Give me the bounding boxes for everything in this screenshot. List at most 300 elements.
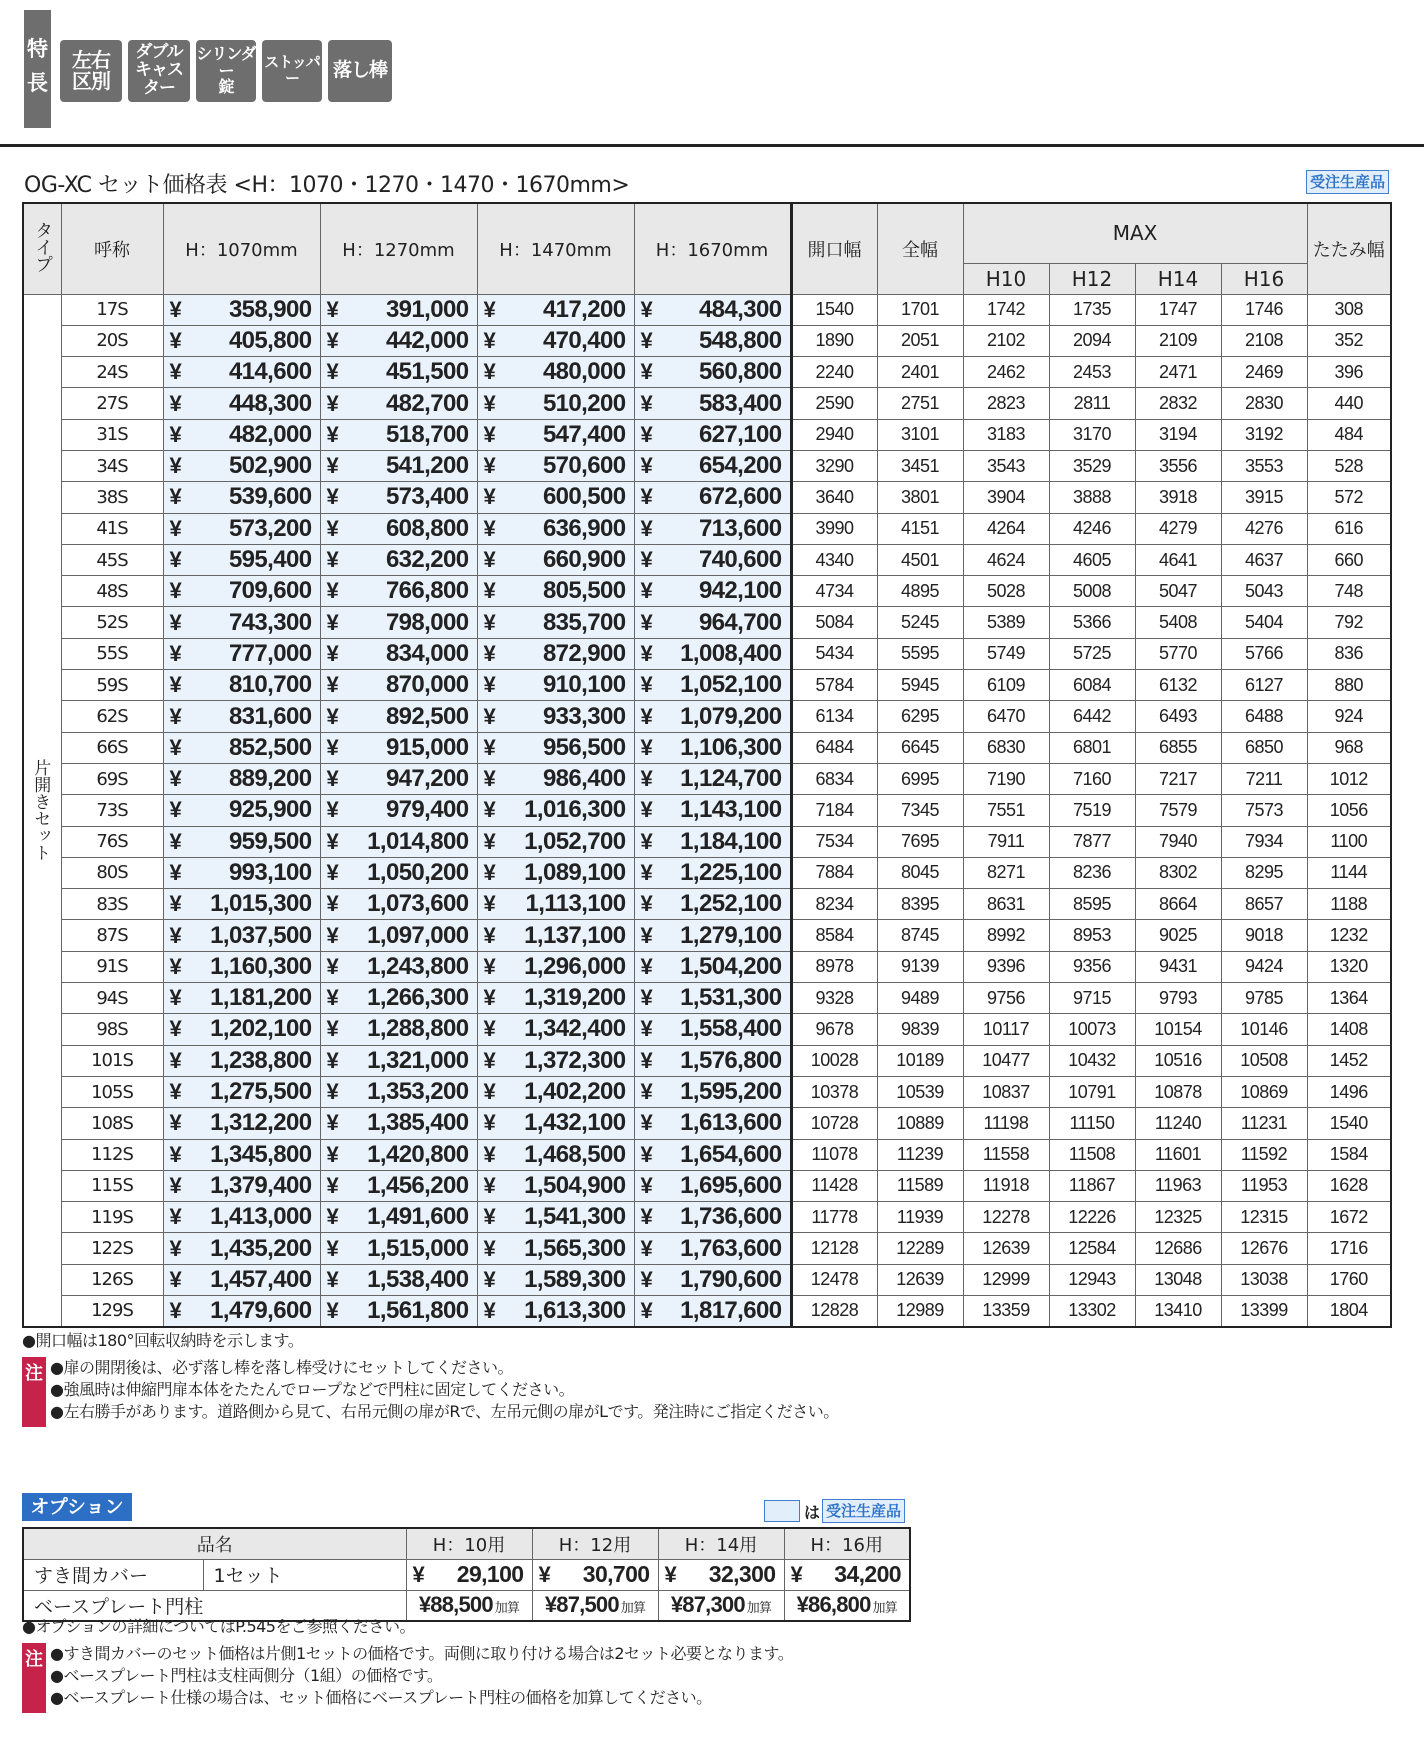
dimension-cell: 8978 [791, 951, 877, 982]
price-cell: ¥ 834,000 [320, 638, 477, 669]
price-cell: ¥ 1,124,700 [634, 763, 791, 794]
dimension-cell: 11198 [963, 1108, 1049, 1139]
option-price: ¥ 32,300 [658, 1559, 784, 1590]
price-cell: ¥ 810,700 [163, 670, 320, 701]
dimension-cell: 10728 [791, 1108, 877, 1139]
note-options-detail: ●オプションの詳細についてはP.545をご参照ください。 [22, 1617, 415, 1636]
dimension-cell: 6850 [1221, 732, 1307, 763]
option-price: ¥ 29,100 [406, 1559, 532, 1590]
price-cell: ¥ 1,695,600 [634, 1170, 791, 1201]
dimension-cell: 1364 [1307, 983, 1391, 1014]
table-row [23, 983, 1391, 1014]
price-cell: ¥ 870,000 [320, 670, 477, 701]
dimension-cell: 6084 [1049, 670, 1135, 701]
dimension-cell: 13302 [1049, 1296, 1135, 1327]
option-price: ¥ 87,300 加算 [658, 1590, 784, 1621]
note-mark: 注 [22, 1357, 46, 1427]
dimension-cell: 11589 [877, 1170, 963, 1201]
model-name: 91S [61, 951, 163, 982]
dimension-cell: 9678 [791, 1014, 877, 1045]
dimension-cell: 10189 [877, 1045, 963, 1076]
dimension-cell: 748 [1307, 576, 1391, 607]
dimension-cell: 3529 [1049, 450, 1135, 481]
model-name: 98S [61, 1014, 163, 1045]
price-cell: ¥ 798,000 [320, 607, 477, 638]
model-name: 126S [61, 1264, 163, 1295]
dimension-cell: 12989 [877, 1296, 963, 1327]
dimension-cell: 616 [1307, 513, 1391, 544]
price-cell: ¥ 672,600 [634, 482, 791, 513]
table-row [23, 1108, 1391, 1139]
dimension-cell: 3904 [963, 482, 1049, 513]
dimension-cell: 2471 [1135, 357, 1221, 388]
dimension-cell: 11939 [877, 1202, 963, 1233]
dimension-cell: 10028 [791, 1045, 877, 1076]
price-cell: ¥ 1,504,200 [634, 951, 791, 982]
price-cell: ¥ 915,000 [320, 732, 477, 763]
dimension-cell: 13359 [963, 1296, 1049, 1327]
model-name: 119S [61, 1202, 163, 1233]
price-cell: ¥ 1,184,100 [634, 826, 791, 857]
dimension-cell: 8234 [791, 889, 877, 920]
price-cell: ¥ 548,800 [634, 325, 791, 356]
model-name: 112S [61, 1139, 163, 1170]
table-row [23, 1045, 1391, 1076]
dimension-cell: 11240 [1135, 1108, 1221, 1139]
dimension-cell: 4605 [1049, 544, 1135, 575]
price-cell: ¥ 547,400 [477, 419, 634, 450]
price-cell: ¥ 405,800 [163, 325, 320, 356]
price-cell: ¥ 1,379,400 [163, 1170, 320, 1201]
dimension-cell: 6134 [791, 701, 877, 732]
price-cell: ¥ 709,600 [163, 576, 320, 607]
price-cell: ¥ 1,491,600 [320, 1202, 477, 1233]
dimension-cell: 11508 [1049, 1139, 1135, 1170]
dimension-cell: 968 [1307, 732, 1391, 763]
table-row [23, 638, 1391, 669]
model-name: 34S [61, 450, 163, 481]
dimension-cell: 11428 [791, 1170, 877, 1201]
dimension-cell: 5008 [1049, 576, 1135, 607]
dimension-cell: 1584 [1307, 1139, 1391, 1170]
price-cell: ¥ 777,000 [163, 638, 320, 669]
dimension-cell: 12478 [791, 1264, 877, 1295]
model-name: 80S [61, 857, 163, 888]
header-folded-width: たたみ幅 [1307, 203, 1391, 294]
dimension-cell: 4637 [1221, 544, 1307, 575]
dimension-cell: 5408 [1135, 607, 1221, 638]
table-row [23, 763, 1391, 794]
dimension-cell: 2830 [1221, 388, 1307, 419]
dimension-cell: 7573 [1221, 795, 1307, 826]
dimension-cell: 12639 [877, 1264, 963, 1295]
table-row [23, 1296, 1391, 1327]
dimension-cell: 5245 [877, 607, 963, 638]
price-cell: ¥ 1,288,800 [320, 1014, 477, 1045]
price-cell: ¥ 1,037,500 [163, 920, 320, 951]
dimension-cell: 3640 [791, 482, 877, 513]
price-cell: ¥ 608,800 [320, 513, 477, 544]
dimension-cell: 6484 [791, 732, 877, 763]
table-row [23, 1014, 1391, 1045]
model-name: 101S [61, 1045, 163, 1076]
price-cell: ¥ 925,900 [163, 795, 320, 826]
dimension-cell: 1701 [877, 294, 963, 325]
dimension-cell: 1188 [1307, 889, 1391, 920]
dimension-cell: 4246 [1049, 513, 1135, 544]
price-cell: ¥ 1,181,200 [163, 983, 320, 1014]
header-name: 呼称 [61, 203, 163, 294]
model-name: 41S [61, 513, 163, 544]
dimension-cell: 1496 [1307, 1076, 1391, 1107]
dimension-cell: 4641 [1135, 544, 1221, 575]
dimension-cell: 660 [1307, 544, 1391, 575]
dimension-cell: 572 [1307, 482, 1391, 513]
table-row [23, 607, 1391, 638]
price-cell: ¥ 1,576,800 [634, 1045, 791, 1076]
note-mark: 注 [22, 1643, 46, 1713]
dimension-cell: 1056 [1307, 795, 1391, 826]
price-cell: ¥ 583,400 [634, 388, 791, 419]
dimension-cell: 10117 [963, 1014, 1049, 1045]
note-item: ●すき間カバーのセット価格は片側1セットの価格です。両側に取り付ける場合は2セット必要となります。 [50, 1644, 794, 1663]
dimension-cell: 2453 [1049, 357, 1135, 388]
dimension-cell: 3918 [1135, 482, 1221, 513]
note-item: ●ベースプレート門柱は支柱両側分（1組）の価格です。 [50, 1666, 443, 1685]
dimension-cell: 5595 [877, 638, 963, 669]
table-row [23, 576, 1391, 607]
dimension-cell: 7695 [877, 826, 963, 857]
dimension-cell: 396 [1307, 357, 1391, 388]
price-cell: ¥ 1,372,300 [477, 1045, 634, 1076]
price-cell: ¥ 805,500 [477, 576, 634, 607]
dimension-cell: 11239 [877, 1139, 963, 1170]
feature-stopper: ストッパー [262, 40, 322, 102]
dimension-cell: 7877 [1049, 826, 1135, 857]
dimension-cell: 11963 [1135, 1170, 1221, 1201]
price-cell: ¥ 1,073,600 [320, 889, 477, 920]
price-cell: ¥ 484,300 [634, 294, 791, 325]
dimension-cell: 1320 [1307, 951, 1391, 982]
dimension-cell: 13399 [1221, 1296, 1307, 1327]
dimension-cell: 8953 [1049, 920, 1135, 951]
dimension-cell: 9756 [963, 983, 1049, 1014]
legend-swatch [764, 1500, 800, 1522]
dimension-cell: 7534 [791, 826, 877, 857]
model-name: 38S [61, 482, 163, 513]
price-cell: ¥ 570,600 [477, 450, 634, 481]
note-item: ●扉の開閉後は、必ず落し棒を落し棒受けにセットしてください。 [50, 1358, 513, 1377]
table-row [23, 1202, 1391, 1233]
dimension-cell: 10791 [1049, 1076, 1135, 1107]
dimension-cell: 308 [1307, 294, 1391, 325]
dimension-cell: 1452 [1307, 1045, 1391, 1076]
dimension-cell: 3451 [877, 450, 963, 481]
header-h1470: H：1470mm [477, 203, 634, 294]
dimension-cell: 12943 [1049, 1264, 1135, 1295]
dimension-cell: 9839 [877, 1014, 963, 1045]
dimension-cell: 6834 [791, 763, 877, 794]
dimension-cell: 10869 [1221, 1076, 1307, 1107]
price-cell: ¥ 442,000 [320, 325, 477, 356]
dimension-cell: 11601 [1135, 1139, 1221, 1170]
dimension-cell: 9431 [1135, 951, 1221, 982]
model-name: 59S [61, 670, 163, 701]
table-row [23, 1139, 1391, 1170]
dimension-cell: 12315 [1221, 1202, 1307, 1233]
price-cell: ¥ 713,600 [634, 513, 791, 544]
table-row [23, 482, 1391, 513]
dimension-cell: 3194 [1135, 419, 1221, 450]
price-cell: ¥ 959,500 [163, 826, 320, 857]
price-cell: ¥ 1,312,200 [163, 1108, 320, 1139]
dimension-cell: 440 [1307, 388, 1391, 419]
header-h1070: H：1070mm [163, 203, 320, 294]
price-cell: ¥ 451,500 [320, 357, 477, 388]
model-name: 45S [61, 544, 163, 575]
price-cell: ¥ 1,420,800 [320, 1139, 477, 1170]
price-cell: ¥ 942,100 [634, 576, 791, 607]
dimension-cell: 3915 [1221, 482, 1307, 513]
price-cell: ¥ 1,345,800 [163, 1139, 320, 1170]
price-cell: ¥ 889,200 [163, 763, 320, 794]
price-cell: ¥ 979,400 [320, 795, 477, 826]
dimension-cell: 6442 [1049, 701, 1135, 732]
price-cell: ¥ 627,100 [634, 419, 791, 450]
dimension-cell: 2401 [877, 357, 963, 388]
page-title: OG-XC セット価格表 <H：1070・1270・1470・1670mm> [24, 173, 630, 198]
dimension-cell: 6645 [877, 732, 963, 763]
dimension-cell: 8045 [877, 857, 963, 888]
dimension-cell: 2832 [1135, 388, 1221, 419]
dimension-cell: 5945 [877, 670, 963, 701]
price-cell: ¥ 1,321,000 [320, 1045, 477, 1076]
model-name: 87S [61, 920, 163, 951]
dimension-cell: 10508 [1221, 1045, 1307, 1076]
table-row [23, 450, 1391, 481]
price-cell: ¥ 600,500 [477, 482, 634, 513]
dimension-cell: 5366 [1049, 607, 1135, 638]
dimension-cell: 10378 [791, 1076, 877, 1107]
price-cell: ¥ 480,000 [477, 357, 634, 388]
model-name: 66S [61, 732, 163, 763]
price-cell: ¥ 1,402,200 [477, 1076, 634, 1107]
price-cell: ¥ 1,435,200 [163, 1233, 320, 1264]
dimension-cell: 8584 [791, 920, 877, 951]
dimension-cell: 1540 [791, 294, 877, 325]
dimension-cell: 12639 [963, 1233, 1049, 1264]
dimension-cell: 12278 [963, 1202, 1049, 1233]
dimension-cell: 2240 [791, 357, 877, 388]
dimension-cell: 7911 [963, 826, 1049, 857]
option-price: ¥ 34,200 [784, 1559, 910, 1590]
price-cell: ¥ 743,300 [163, 607, 320, 638]
feature-cylinder-lock: シリンダー 錠 [196, 40, 256, 102]
model-name: 73S [61, 795, 163, 826]
table-row [23, 294, 1391, 325]
dimension-cell: 9356 [1049, 951, 1135, 982]
dimension-cell: 8295 [1221, 857, 1307, 888]
dimension-cell: 2109 [1135, 325, 1221, 356]
price-cell: ¥ 766,800 [320, 576, 477, 607]
price-cell: ¥ 1,238,800 [163, 1045, 320, 1076]
dimension-cell: 4895 [877, 576, 963, 607]
dimension-cell: 9785 [1221, 983, 1307, 1014]
note-item: ●左右勝手があります。道路側から見て、右吊元側の扉がRで、左吊元側の扉がLです。発注時にご指定ください。 [50, 1402, 839, 1421]
price-cell: ¥ 956,500 [477, 732, 634, 763]
options-row-gap-cover [23, 1559, 910, 1590]
dimension-cell: 8236 [1049, 857, 1135, 888]
dimension-cell: 6801 [1049, 732, 1135, 763]
dimension-cell: 2094 [1049, 325, 1135, 356]
dimension-cell: 1804 [1307, 1296, 1391, 1327]
dimension-cell: 10146 [1221, 1014, 1307, 1045]
price-cell: ¥ 470,400 [477, 325, 634, 356]
dimension-cell: 4340 [791, 544, 877, 575]
features-label: 特 長 [24, 10, 51, 128]
model-name: 105S [61, 1076, 163, 1107]
dimension-cell: 3170 [1049, 419, 1135, 450]
price-cell: ¥ 1,225,100 [634, 857, 791, 888]
price-cell: ¥ 1,541,300 [477, 1202, 634, 1233]
dimension-cell: 8595 [1049, 889, 1135, 920]
price-cell: ¥ 1,565,300 [477, 1233, 634, 1264]
dimension-cell: 1735 [1049, 294, 1135, 325]
header-opening-width: 開口幅 [791, 203, 877, 294]
table-row [23, 1264, 1391, 1295]
model-name: 129S [61, 1296, 163, 1327]
note-item: ●ベースプレート仕様の場合は、セット価格にベースプレート門柱の価格を加算してください。 [50, 1688, 712, 1707]
dimension-cell: 1742 [963, 294, 1049, 325]
dimension-cell: 1672 [1307, 1202, 1391, 1233]
dimension-cell: 11150 [1049, 1108, 1135, 1139]
price-cell: ¥ 660,900 [477, 544, 634, 575]
header-h1670: H：1670mm [634, 203, 791, 294]
model-name: 69S [61, 763, 163, 794]
model-name: 62S [61, 701, 163, 732]
model-name: 20S [61, 325, 163, 356]
dimension-cell: 9396 [963, 951, 1049, 982]
price-cell: ¥ 560,800 [634, 357, 791, 388]
dimension-cell: 8745 [877, 920, 963, 951]
price-table [22, 202, 1392, 1328]
price-cell: ¥ 1,457,400 [163, 1264, 320, 1295]
dimension-cell: 9018 [1221, 920, 1307, 951]
options-header-h12: H：12用 [532, 1528, 658, 1559]
dimension-cell: 3553 [1221, 450, 1307, 481]
dimension-cell: 5766 [1221, 638, 1307, 669]
dimension-cell: 880 [1307, 670, 1391, 701]
option-price: ¥ 86,800 加算 [784, 1590, 910, 1621]
dimension-cell: 3888 [1049, 482, 1135, 513]
price-cell: ¥ 1,160,300 [163, 951, 320, 982]
dimension-cell: 11558 [963, 1139, 1049, 1170]
dimension-cell: 7190 [963, 763, 1049, 794]
header-max-h10: H10 [963, 263, 1049, 294]
price-cell: ¥ 964,700 [634, 607, 791, 638]
dimension-cell: 6470 [963, 701, 1049, 732]
dimension-cell: 6493 [1135, 701, 1221, 732]
price-cell: ¥ 1,252,100 [634, 889, 791, 920]
dimension-cell: 8395 [877, 889, 963, 920]
price-cell: ¥ 1,202,100 [163, 1014, 320, 1045]
model-name: 52S [61, 607, 163, 638]
dimension-cell: 4151 [877, 513, 963, 544]
table-row [23, 388, 1391, 419]
price-cell: ¥ 947,200 [320, 763, 477, 794]
table-row [23, 920, 1391, 951]
dimension-cell: 10539 [877, 1076, 963, 1107]
dimension-cell: 9489 [877, 983, 963, 1014]
price-cell: ¥ 1,008,400 [634, 638, 791, 669]
dimension-cell: 1540 [1307, 1108, 1391, 1139]
dimension-cell: 1144 [1307, 857, 1391, 888]
table-row [23, 1233, 1391, 1264]
dimension-cell: 5725 [1049, 638, 1135, 669]
price-cell: ¥ 1,468,500 [477, 1139, 634, 1170]
dimension-cell: 7217 [1135, 763, 1221, 794]
dimension-cell: 8631 [963, 889, 1049, 920]
dimension-cell: 6127 [1221, 670, 1307, 701]
price-cell: ¥ 1,790,600 [634, 1264, 791, 1295]
dimension-cell: 9715 [1049, 983, 1135, 1014]
dimension-cell: 4264 [963, 513, 1049, 544]
dimension-cell: 7519 [1049, 795, 1135, 826]
price-cell: ¥ 1,531,300 [634, 983, 791, 1014]
dimension-cell: 4276 [1221, 513, 1307, 544]
dimension-cell: 12686 [1135, 1233, 1221, 1264]
dimension-cell: 6488 [1221, 701, 1307, 732]
dimension-cell: 10073 [1049, 1014, 1135, 1045]
dimension-cell: 5084 [791, 607, 877, 638]
header-type: タイプ [23, 203, 61, 294]
dimension-cell: 1628 [1307, 1170, 1391, 1201]
price-cell: ¥ 482,700 [320, 388, 477, 419]
price-cell: ¥ 595,400 [163, 544, 320, 575]
dimension-cell: 7551 [963, 795, 1049, 826]
dimension-cell: 3101 [877, 419, 963, 450]
dimension-cell: 10889 [877, 1108, 963, 1139]
dimension-cell: 1012 [1307, 763, 1391, 794]
dimension-cell: 11592 [1221, 1139, 1307, 1170]
price-cell: ¥ 510,200 [477, 388, 634, 419]
price-cell: ¥ 1,589,300 [477, 1264, 634, 1295]
dimension-cell: 4279 [1135, 513, 1221, 544]
table-row [23, 513, 1391, 544]
dimension-cell: 2940 [791, 419, 877, 450]
dimension-cell: 4734 [791, 576, 877, 607]
dimension-cell: 1716 [1307, 1233, 1391, 1264]
model-name: 27S [61, 388, 163, 419]
price-cell: ¥ 1,538,400 [320, 1264, 477, 1295]
dimension-cell: 6295 [877, 701, 963, 732]
model-name: 122S [61, 1233, 163, 1264]
dimension-cell: 7184 [791, 795, 877, 826]
dimension-cell: 7940 [1135, 826, 1221, 857]
dimension-cell: 5389 [963, 607, 1049, 638]
option-price: ¥ 88,500 加算 [406, 1590, 532, 1621]
dimension-cell: 924 [1307, 701, 1391, 732]
dimension-cell: 1746 [1221, 294, 1307, 325]
note-item: ●強風時は伸縮門扉本体をたたんでロープなどで門柱に固定してください。 [50, 1380, 575, 1399]
dimension-cell: 1747 [1135, 294, 1221, 325]
dimension-cell: 6109 [963, 670, 1049, 701]
price-cell: ¥ 1,275,500 [163, 1076, 320, 1107]
price-cell: ¥ 1,432,100 [477, 1108, 634, 1139]
price-cell: ¥ 872,900 [477, 638, 634, 669]
dimension-cell: 11953 [1221, 1170, 1307, 1201]
price-cell: ¥ 1,558,400 [634, 1014, 791, 1045]
